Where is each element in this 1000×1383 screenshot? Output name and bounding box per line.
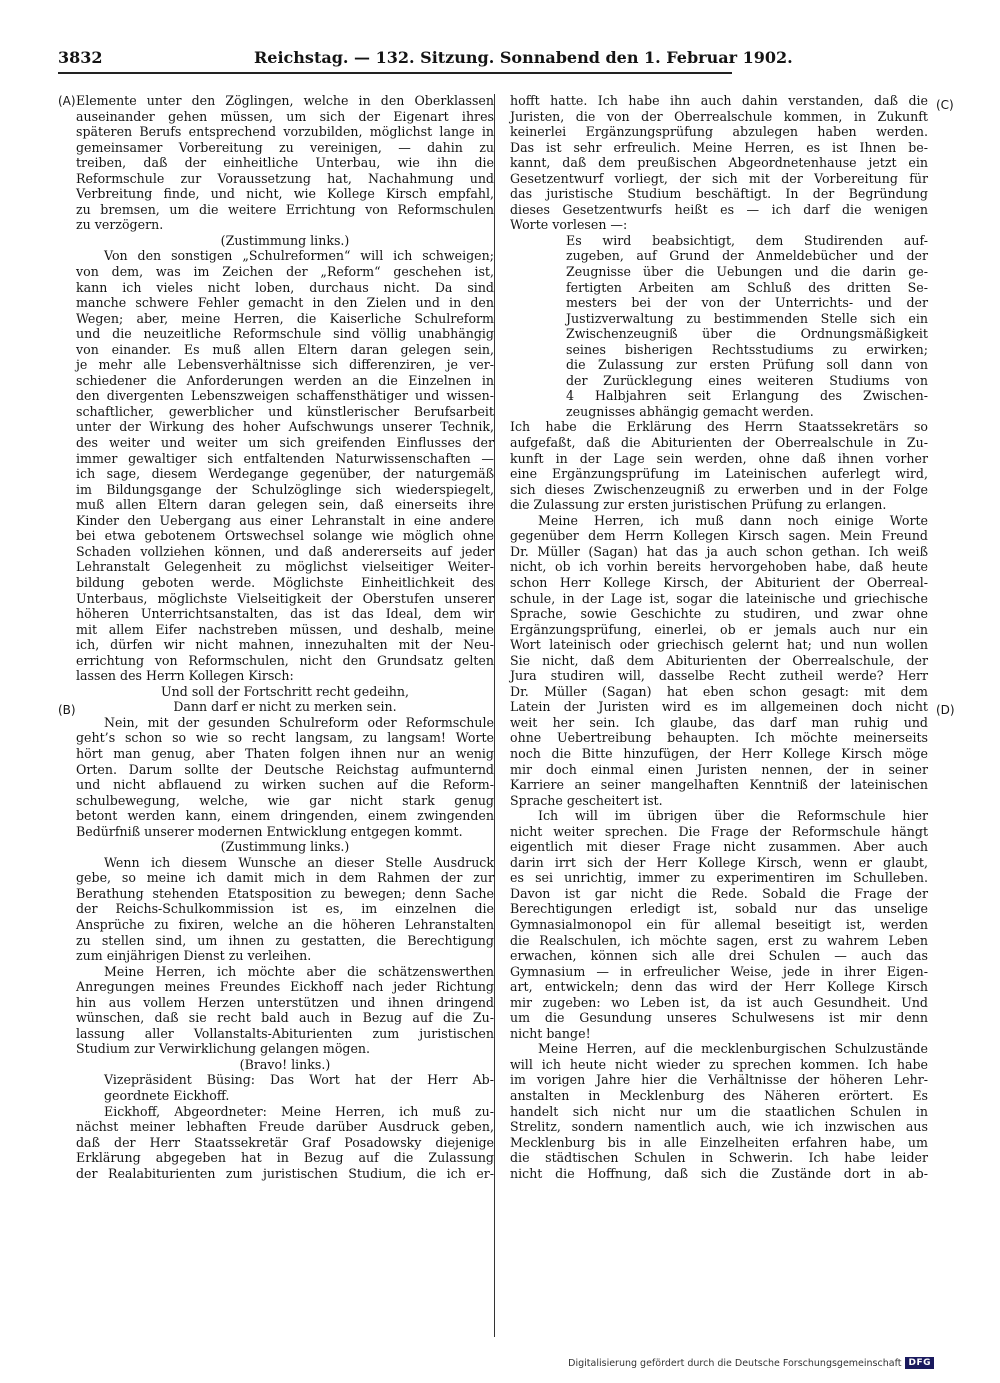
left-text-line: von einander. Es muß allen Eltern daran gelegen sein, [76,341,494,357]
right-text-line: Dr. Müller (Sagan) hat eben schon gesagt: mit dem [510,683,928,699]
left-text-line: kann ich vieles nicht loben, durchaus nicht. Da sind [76,279,494,295]
right-text-line: will ich heute nicht wieder zu sprechen kommen. Ich habe [510,1056,928,1072]
left-text-line: zu verzögern. [76,217,164,233]
right-text-line: seines bisherigen Rechtsstudiums zu erwirken; [566,341,928,357]
right-text-line: Ich will im übrigen über die Reformschule hier [538,808,928,824]
right-text-line: gegenüber dem Herrn Kollegen Kirsch sagen. Mein Freund [510,528,928,544]
right-text-line: darin irrt sich der Herr Kollege Kirsch, wenn er glaubt, [510,854,928,870]
right-text-line: Zeugnisse über die Uebungen und die darin ge- [566,264,928,280]
left-text-line: des weiter und weiter um sich greifenden Einflusses der [76,435,494,451]
left-text-line: immer gewaltiger sich entfaltenden Naturwissenschaften — [76,450,494,466]
left-text-line: unter der Wirkung des hoher Aufschwungs unserer Technik, [76,419,494,435]
page-number: 3832 [58,48,103,67]
left-text-line: manche schwere Fehler gemacht in den Zielen und in den [76,295,494,311]
left-text-line: Elemente unter den Zöglingen, welche in den Oberklassen [76,93,494,108]
left-text-line: wünschen, daß sie recht bald auch in Bezug auf die Zu- [76,1010,494,1026]
right-text-line: ohne Uebertreibung behaupten. Ich möchte meinerseits [510,730,928,746]
right-text-line: Zwischenzeugniß über die Ordnungsmäßigkeit [566,326,928,342]
right-text-line: Sprache, sowie Geschichte zu studiren, und zwar ohne [510,606,928,622]
right-text-line: kunft in der Lage sein werden, ohne daß ihnen vorher [510,450,928,466]
left-text-line: daß der Herr Staatssekretär Graf Posadowsky diejenige [76,1134,494,1150]
right-text-line: art, entwickeln; denn das wird der Herr Kollege Kirsch [510,979,928,995]
left-text-line: Meine Herren, ich möchte aber die schätzenswerthen [104,963,494,979]
right-text-line: Das ist sehr erfreulich. Meine Herren, es ist Ihnen be- [510,139,928,155]
column-divider [494,94,495,1337]
right-text-line: es sei unrichtig, immer zu experimentiren im Schulleben. [510,870,928,886]
left-text-line: ich, dürfen wir nicht mahnen, innezuhalten mit der Neu- [76,637,494,653]
right-text-line: im vorigen Jahre hier die Verhältnisse der höheren Lehr- [510,1072,928,1088]
right-text-line: die Realschulen, ich möchte sagen, erst zu wahrem Leben [510,932,928,948]
left-text-line: bildung geboten werde. Möglichste Einheitlichkeit des [76,574,494,590]
right-text-line: fertigten Arbeiten am Schluß des dritten Se- [566,279,928,295]
right-text-line: hofft hatte. Ich habe ihn auch dahin verstanden, daß die [510,93,928,108]
left-text-line: treiben, daß der einheitliche Unterbau, wie ihn die [76,155,494,171]
left-text-line: Erklärung abgegeben hat in Bezug auf die Zulassung [76,1150,494,1166]
left-text-line: geht’s schon so wie so recht langsam, zu langsam! Worte [76,730,494,746]
left-text-line: schulbewegung, welche, wie gar nicht stark genug [76,792,494,808]
right-text-line: eigentlich mit dieser Frage nicht zusammen. Aber auch [510,839,928,855]
left-text-line: Wegen; aber, meine Herren, die Kaiserliche Schulreform [76,310,494,326]
left-text-line: Anregungen meines Freundes Eickhoff nach jeder Richtung [76,979,494,995]
footer-text: Digitalisierung gefördert durch die Deutsche Forschungsgemeinschaft [568,1357,902,1369]
right-text-line: Davon ist gar nicht die Rede. Sobald die Frage der [510,885,928,901]
right-text-line: der Zurücklegung eines weiteren Studiums von [566,372,928,388]
left-text-line: gemeinsamer Vorbereitung zu vereinigen, — dahin zu [76,139,494,155]
right-text-line: aufgefaßt, daß die Abiturienten der Oberrealschule in Zu- [510,435,928,451]
left-text-line: den divergenten Lebenszweigen schaffensthätiger und wissen- [76,388,494,404]
left-text-line: (Bravo! links.) [239,1056,331,1072]
left-text-line: höheren Unterrichtsanstalten, das ist das Ideal, dem wir [76,606,494,622]
left-text-line: Lehranstalt Gelegenheit zu möglichst vielseitiger Weiter- [76,559,494,575]
right-text-line: Karriere an seiner mangelhaften Kenntniß der lateinischen [510,777,928,793]
right-text-line: handelt sich nicht nur um die staatlichen Schulen in [510,1103,928,1119]
right-text-line: Dr. Müller (Sagan) hat das ja auch schon gethan. Ich weiß [510,543,928,559]
left-text-line: Bedürfniß unserer modernen Entwicklung entgegen kommt. [76,823,463,839]
left-text-line: und die neuzeitliche Reformschule sind völlig unabhängig [76,326,494,342]
left-text-line: (Zustimmung links.) [220,232,350,248]
right-text-line: dieses Gesetzentwurfs heißt es — ich darf die wenigen [510,201,928,217]
right-text-line: Ergänzungsprüfung, einerlei, ob er jemals auch nur ein [510,621,928,637]
left-text-line: muß allen Eltern daran gelegen sein, daß einerseits ihre [76,497,494,513]
left-text-line: Kinder den Uebergang aus einer Lehranstalt in eine andere [76,512,494,528]
left-text-line: bei etwa gebotenem Ortswechsel solange wie möglich ohne [76,528,494,544]
left-text-line: späteren Berufs entsprechend vorzubilden, möglichst lange in [76,124,494,140]
left-text-line: Und soll der Fortschritt recht gedeihn, [161,683,409,699]
right-text-line: eine Ergänzungsprüfung im Lateinischen auferlegt wird, [510,466,928,482]
right-text-line: Jura studiren will, dasselbe Recht zutheil werde? Herr [510,668,928,684]
left-text-line: Ansprüche zu fixiren, welche an die höheren Lehranstalten [76,916,494,932]
left-text-line: gebe, so meine ich damit mich in dem Rahmen der zur [76,870,494,886]
left-text-line: Von den sonstigen „Schulreformen“ will ich schweigen; [104,248,494,264]
right-text-line: zeugnisses abhängig gemacht werden. [566,403,814,419]
left-text-line: der Reichs-Schulkommission ist es, im einzelnen die [76,901,494,917]
left-text-line: Wenn ich diesem Wunsche an dieser Stelle Ausdruck [104,854,494,870]
left-text-line: Dann darf er nicht zu merken sein. [173,699,397,715]
left-text-line: Verbreitung finde, und nicht, wie Kollege Kirsch empfahl, [76,186,494,202]
left-text-line: Berathung stehenden Etatsposition zu bewegen; denn Sache [76,885,494,901]
right-text-line: um die Gesundung unseres Schulwesens ist mir denn [510,1010,928,1026]
right-text-line: nicht die Hoffnung, daß sich die Zustände dort in ab- [510,1165,928,1181]
page-header [58,46,793,72]
right-text-line: mesters bei der von der Unterrichts- und der [566,295,928,311]
right-text-line: erwachen, können sich alle drei Schulen — auch das [510,948,928,964]
left-text-line: lassung aller Vollanstalts-Abiturienten zum juristischen [76,1025,494,1041]
right-text-line: Meine Herren, auf die mecklenburgischen Schulzustände [538,1041,928,1057]
margin-marker-a: (A) [58,94,76,108]
right-text-line: mir doch einmal einen Juristen nennen, der in seiner [510,761,928,777]
dfg-logo: DFG [905,1357,934,1369]
left-text-line: Orten. Darum sollte der Deutsche Reichstag aufmunternd [76,761,494,777]
left-text-line: Schaden vollziehen können, und daß andererseits auf jeder [76,543,494,559]
margin-marker-c: (C) [936,98,954,112]
footer-credit [568,1357,934,1369]
right-text-line: Gesetzentwurf vorliegt, der sich mit der Vorbereitung für [510,170,928,186]
right-text-line: Ich habe die Erklärung des Herrn Staatssekretärs so [510,419,928,435]
left-text-line: betont werden kann, einem dringenden, einem zwingenden [76,808,494,824]
left-text-line: zu stellen sind, um ihnen zu gestatten, die Berechtigung [76,932,494,948]
right-text-line: keinerlei Ergänzungsprüfung abzulegen haben werden. [510,124,928,140]
right-text-line: mir zugeben: wo Leben ist, da ist auch Gesundheit. Und [510,994,928,1010]
margin-marker-d: (D) [936,703,955,717]
right-text-column [510,93,928,1181]
right-text-line: zugeben, auf Grund der Anmeldebücher und der [566,248,928,264]
margin-marker-b: (B) [58,703,76,717]
left-text-line: auseinander gehen müssen, um sich der Eigenart ihres [76,108,494,124]
right-text-line: Juristen, die von der Oberrealschule kommen, in Zukunft [510,108,928,124]
right-text-line: sich dieses Zwischenzeugniß zu erwerben und in der Folge [510,481,928,497]
right-text-line: noch die Bitte hinzufügen, der Herr Kollege Kirsch möge [510,745,928,761]
right-text-line: Latein der Juristen wird es im allgemeinen doch nicht [510,699,928,715]
right-text-line: schule, in der Lage ist, sogar die lateinische und griechische [510,590,928,606]
right-text-line: Mecklenburg bis in alle Einzelheiten erfahren habe, um [510,1134,928,1150]
left-text-line: von dem, was im Zeichen der „Reform“ geschehen ist, [76,264,494,280]
right-text-line: die Zulassung zur ersten Prüfung soll dann von [566,357,928,373]
running-title: Reichstag. — 132. Sitzung. Sonnabend den 1. Februar 1902. [254,48,793,67]
right-text-line: nicht bange! [510,1025,591,1041]
right-text-line: nicht, ob ich vorhin bereits hervorgehoben habe, daß heute [510,559,928,575]
right-text-line: schon Herr Kollege Kirsch, der Abiturient der Oberreal- [510,574,928,590]
right-text-line: Es wird beabsichtigt, dem Studirenden auf- [566,232,928,248]
right-text-line: Wort lateinisch oder griechisch gelernt hat; und nun wollen [510,637,928,653]
right-text-line: kannt, daß dem preußischen Abgeordnetenhause jetzt ein [510,155,928,171]
left-text-line: und nicht abflauend zu wirken suchen auf die Reform- [76,777,494,793]
right-text-line: weit her sein. Ich glaube, das darf man ruhig und [510,714,928,730]
left-text-column [76,93,494,1181]
right-text-line: anstalten in Mecklenburg des Näheren erörtert. Es [510,1088,928,1103]
left-text-line: mit allem Eifer nachstreben müssen, und deshalb, meine [76,621,494,637]
right-text-line: Berechtigungen erledigt ist, sobald nur das unselige [510,901,928,917]
right-text-line: nicht weiter sprechen. Die Frage der Reformschule hängt [510,823,928,839]
right-text-line: Justizverwaltung zu bestimmenden Stelle sich ein [566,310,928,326]
left-text-line: lassen des Herrn Kollegen Kirsch: [76,668,294,684]
right-text-line: die städtischen Schulen in Schwerin. Ich habe leider [510,1150,928,1166]
left-text-line: nächst meiner lebhaften Freude darüber Ausdruck geben, [76,1119,494,1135]
right-text-line: Strelitz, sondern namentlich auch, wie ich inzwischen aus [510,1119,928,1135]
left-text-line: Studium zur Verwirklichung gelangen mögen. [76,1041,371,1057]
left-text-line: zum einjährigen Dienst zu verleihen. [76,948,312,964]
left-text-line: Nein, mit der gesunden Schulreform oder Reformschule [104,714,494,730]
right-text-line: 4 Halbjahren seit Erlangung des Zwischen- [566,388,928,404]
right-text-line: Worte vorlesen —: [510,217,628,233]
left-text-line: Eickhoff, Abgeordneter: Meine Herren, ich muß zu- [104,1103,494,1119]
left-text-line: der Realabiturienten zum juristischen Studium, die ich er- [76,1165,494,1181]
left-text-line: Vizepräsident Büsing: Das Wort hat der Herr Ab- [104,1072,494,1088]
left-text-line: Reformschule zur Voraussetzung hat, Nachahmung und [76,170,494,186]
left-text-line: hin aus vollem Herzen unterstützen und ihnen dringend [76,994,494,1010]
left-text-line: geordnete Eickhoff. [104,1088,230,1103]
left-text-line: errichtung von Reformschulen, nicht den Grundsatz gelten [76,652,494,668]
right-text-line: Gymnasium — in erfreulicher Weise, jede in ihrer Eigen- [510,963,928,979]
right-text-line: das juristische Studium beschäftigt. In der Begründung [510,186,928,202]
right-text-line: Sie nicht, daß dem Abiturienten der Oberrealschule, der [510,652,928,668]
left-text-line: hört man genug, aber Thaten folgen ihnen nur an wenig [76,745,494,761]
right-text-line: Gymnasialmonopol ein für allemal beseitigt ist, werden [510,916,928,932]
left-text-line: schaftlicher, gewerblicher und künstlerischer Berufsarbeit [76,403,494,419]
right-text-line: Meine Herren, ich muß dann noch einige Worte [538,512,928,528]
left-text-line: je mehr alle Lebensverhältnisse sich differenziren, je ver- [76,357,494,373]
right-text-line: Sprache gescheitert ist. [510,792,663,808]
header-rule [58,72,732,74]
left-text-line: zu bremsen, um die weitere Errichtung von Reformschulen [76,201,494,217]
left-text-line: schiedener die Anforderungen werden an die Einzelnen in [76,372,494,388]
left-text-line: (Zustimmung links.) [220,839,350,855]
right-text-line: die Zulassung zur ersten juristischen Prüfung zu erlangen. [510,497,887,513]
left-text-line: ich sage, diesem Werdegange gegenüber, der naturgemäß [76,466,494,482]
left-text-line: im Bildungsgange der Schulzöglinge sich wiederspiegelt, [76,481,494,497]
left-text-line: Unterbaus, möglichste Vielseitigkeit der Oberstufen unserer [76,590,494,606]
